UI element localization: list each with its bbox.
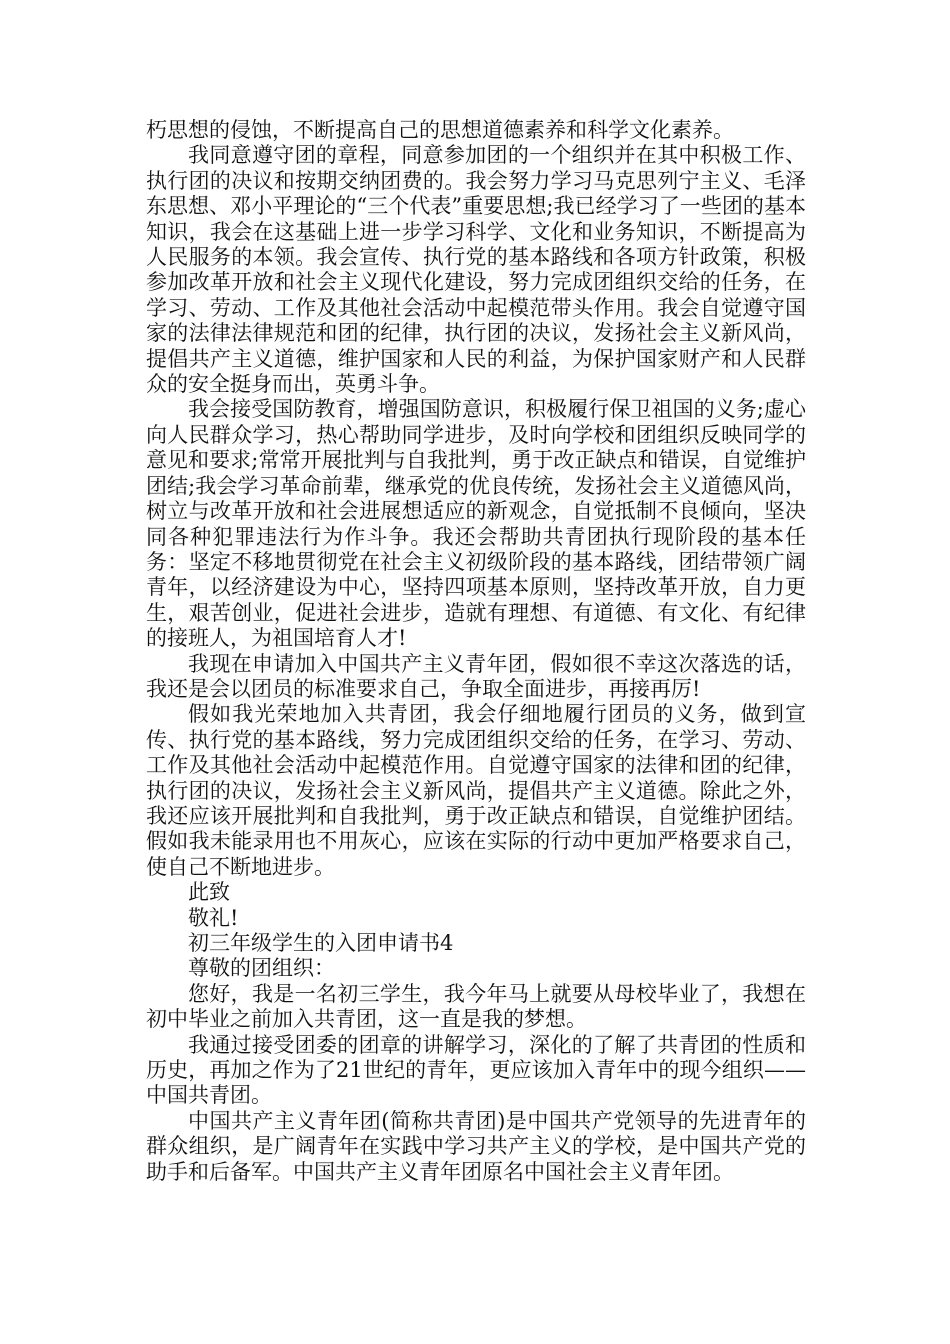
document-body (146, 118, 806, 1185)
paragraph-7: 我通过接受团委的团章的讲解学习，深化的了解了共青团的性质和历史，再加之作为了21世纪的青年，更应该加入青年中的现今组织——中国共青团。 (146, 1032, 806, 1108)
paragraph-4: 我现在申请加入中国共产主义青年团，假如很不幸这次落选的话，我还是会以团员的标准要求自己，争取全面进步，再接再厉! (146, 651, 806, 701)
paragraph-1: 朽思想的侵蚀，不断提高自己的思想道德素养和科学文化素养。 (146, 118, 734, 142)
greeting: 尊敬的团组织： (188, 956, 335, 981)
section-title: 初三年级学生的入团申请书4 (188, 931, 454, 955)
closing-regards: 敬礼! (188, 905, 239, 930)
paragraph-5: 假如我光荣地加入共青团，我会仔细地履行团员的义务，做到宣传、执行党的基本路线，努力完成团组织交给的任务，在学习、劳动、工作及其他社会活动中起模范作用。自觉遵守国家的法律和团的纪律，执行团的决议，发扬社会主义新风尚，提倡共产主义道德。除此之外，我还应该开展批判和自我批判，勇于改正缺点和错误，自觉维护团结。假如我未能录用也不用灰心，应该在实际的行动中更加严格要求自己，使自己不断地进步。 (146, 702, 806, 879)
closing-salutation: 此致 (188, 880, 230, 905)
paragraph-2: 我同意遵守团的章程，同意参加团的一个组织并在其中积极工作、执行团的决议和按期交纳团费的。我会努力学习马克思列宁主义、毛泽东思想、邓小平理论的“三个代表”重要思想;我已经学习了一些团的基本知识，我会在这基础上进一步学习科学、文化和业务知识，不断提高为人民服务的本领。我会宣传、执行党的基本路线和各项方针政策，积极参加改革开放和社会主义现代化建设，努力完成团组织交给的任务，在学习、劳动、工作及其他社会活动中起模范带头作用。我会自觉遵守国家的法律法律规范和团的纪律，执行团的决议，发扬社会主义新风尚，提倡共产主义道德，维护国家和人民的利益，为保护国家财产和人民群众的安全挺身而出，英勇斗争。 (146, 143, 806, 397)
paragraph-3: 我会接受国防教育，增强国防意识，积极履行保卫祖国的义务;虚心向人民群众学习，热心帮助同学进步，及时向学校和团组织反映同学的意见和要求;常常开展批判与自我批判，勇于改正缺点和错误，自觉维护团结;我会学习革命前辈，继承党的优良传统，发扬社会主义道德风尚，树立与改革开放和社会进展想适应的新观念，自觉抵制不良倾向，坚决同各种犯罪违法行为作斗争。我还会帮助共青团执行现阶段的基本任务：坚定不移地贯彻党在社会主义初级阶段的基本路线，团结带领广阔青年，以经济建设为中心，坚持四项基本原则，坚持改革开放，自力更生，艰苦创业，促进社会进步，造就有理想、有道德、有文化、有纪律的接班人，为祖国培育人才! (146, 397, 806, 651)
paragraph-6: 您好，我是一名初三学生，我今年马上就要从母校毕业了，我想在初中毕业之前加入共青团，这一直是我的梦想。 (146, 981, 806, 1032)
paragraph-8: 中国共产主义青年团(简称共青团)是中国共产党领导的先进青年的群众组织，是广阔青年在实践中学习共产主义的学校，是中国共产党的助手和后备军。中国共产主义青年团原名中国社会主义青年团。 (146, 1108, 806, 1184)
